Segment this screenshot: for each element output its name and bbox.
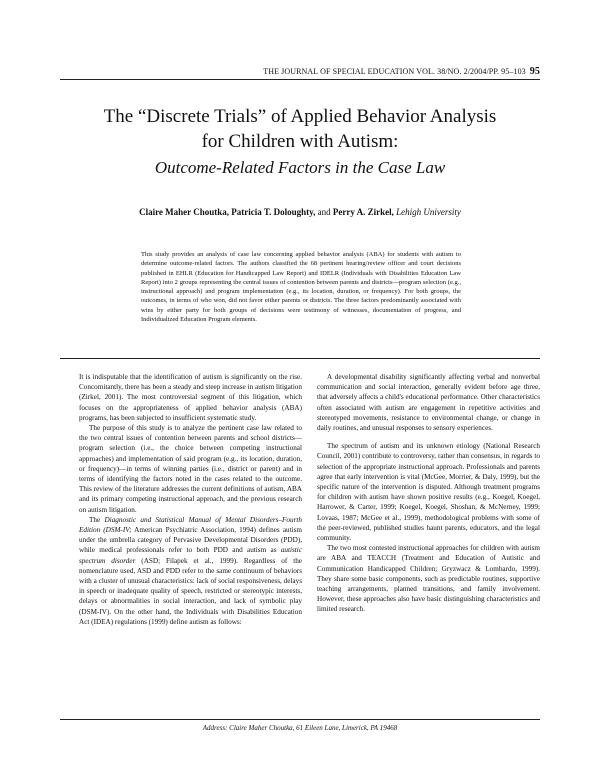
- correspondence-address: Address: Claire Maher Choutka, 61 Eileen Lane, Limerick, PA 19468: [202, 724, 398, 732]
- affiliation: Lehigh University: [396, 207, 461, 217]
- body-paragraph-3: [79, 515, 302, 627]
- author-and: and: [315, 207, 333, 217]
- right-column: [317, 372, 540, 615]
- abstract: This study provides an analysis of case law concerning applied behavior analysis (ABA) for students with autism to determine outcome-related factors. The authors classified the 68 pertinent hearing/review officer and court decisions published in EHLR (Education for Handicapped Law Report) and IDELR (Individuals with Disabilities Education Law Report) into 2 groups representing the central issues of contention between parents and districts—program selection (e.g., instructional approach) and program implementation (e.g., its location, duration, or frequency). For both groups, the outcomes, in terms of who won, did not favor either parents or districts. The three factors predominantly associated with wins by either party for both groups of decisions were testimony of witnesses, documentation of progress, and Individualized Education Program elements.: [141, 251, 461, 324]
- body-paragraph-5: The two most contested instructional approaches for children with autism are ABA and TEACCH (Treatment and Education of Autistic and Communication Handicapped Children; Gryzwacz & Lombardo, 1999). They share some basic components, such as predictable routines, supportive teaching arrangements, planned transitions, and family involvement. However, these approaches also have basic distinguishing characteristics and limited research.: [317, 544, 540, 614]
- header-rule: [60, 79, 540, 80]
- left-column: [79, 372, 302, 627]
- title-line-2: for Children with Autism:: [201, 131, 399, 152]
- footer-rule: [60, 719, 540, 720]
- author-line: [60, 207, 540, 217]
- author-names: Claire Maher Choutka, Patricia T. Doloughty,: [139, 207, 316, 217]
- article-subtitle: Outcome-Related Factors in the Case Law: [154, 158, 446, 177]
- p3-mid: American Psychiatric Association, 1994) defines autism under the umbrella category of Pervasive Developmental Disorders (PDD), while medical professionals refer to both PDD and autism as: [79, 526, 302, 555]
- article-title: [60, 104, 540, 154]
- title-line-1: The “Discrete Trials” of Applied Behavior Analysis: [103, 106, 497, 127]
- last-author: Perry A. Zirkel,: [332, 207, 394, 217]
- body-paragraph-2: The purpose of this study is to analyze the pertinent case law related to the two central issues of contention between parents and school districts—program selection (i.e., the choice between competing instructional approaches) and implementation of said program (e.g., its location, duration, or frequency)—in terms of winning parties (i.e., district or parent) and in terms of identifying the factors noted in the cases related to the outcome. This review of the literature addresses the current definitions of autism, ABA and its primary competing instructional approach, and the previous research on autism litigation.: [79, 424, 302, 514]
- journal-citation: THE JOURNAL OF SPECIAL EDUCATION VOL. 38/NO. 2/2004/PP. 95–103: [263, 67, 526, 76]
- page-number: 95: [529, 66, 540, 77]
- body-paragraph-4: The spectrum of autism and its unknown etiology (National Research Council, 2001) contribute to controversy, rather than consensus, in regards to selection of the appropriate instructional approach. Professionals and parents agree that early intervention is vital (McGee, Morrier, & Daly, 1999), but the specific nature of the intervention is disputed. Although treatment programs for children with autism have shown positive results (e.g., Koegel, Koegel, Harrower, & Carter, 1999; Koegel, Koegel, Shoshan, & McNerney, 1999; Lovaas, 1987; McGee et al., 1999), methodological problems with some of the peer-reviewed, published studies haunt parents, educators, and the legal community.: [317, 442, 540, 543]
- p3-post: (ASD; Filapek et al., 1999). Regardless of the nomenclature used, ASD and PDD refer to the same continuum of behaviors with a cluster of unusual characteristics: lack of social responsiveness, delays in speech or inadequate quality of speech, restricted or stereotypic interests, delays or abnormalities in social interaction, and lack of symbolic play (DSM-IV). On the other hand, the Individuals with Disabilities Education Act (IDEA) regulations (1999) define autism as follows:: [79, 556, 302, 626]
- idea-definition-quote: A developmental disability significantly affecting verbal and nonverbal communication and social interaction, generally evident before age three, that adversely affects a child's educational performance. Other characteristics often associated with autism are engagement in repetitive activities and stereotyped movements, resistance to environmental change, or change in daily routines, and unusual responses to sensory experiences.: [317, 373, 540, 433]
- dsm-title: Diagnostic and Statistical Manual of Mental Disorders–Fourth Edition (DSM-IV;: [79, 515, 302, 535]
- asd-term: autistic spectrum disorder: [79, 546, 302, 565]
- p3-pre: The: [89, 515, 105, 524]
- running-header: [60, 66, 540, 77]
- abstract-rule: [60, 358, 540, 359]
- body-paragraph-1: It is indisputable that the identification of autism is significantly on the rise. Concomitantly, there has been a steady and steep increase in autism litigation (Zirkel, 2001). The most controversial segment of this litigation, which focuses on the appropriateness of applied behavior analysis (ABA) programs, has been subjected to insufficient systematic study.: [79, 373, 302, 422]
